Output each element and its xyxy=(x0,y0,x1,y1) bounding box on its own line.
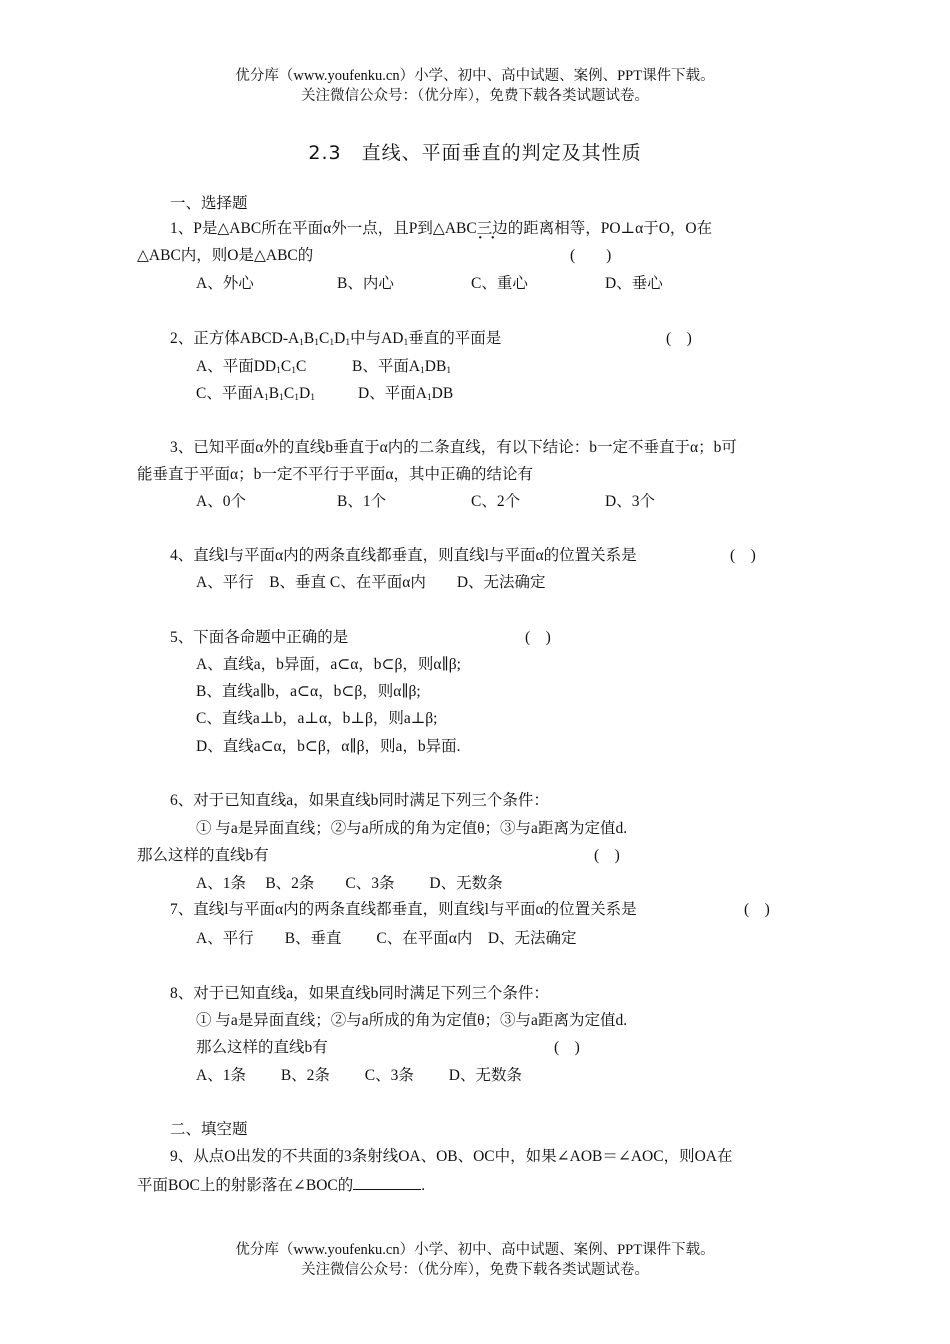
page-header-line-1: 优分库（www.youfenku.cn）小学、初中、高中试题、案例、PPT课件下载。 xyxy=(235,68,715,84)
q1-answer-paren: ( ) xyxy=(570,247,612,264)
q4-answer-paren: ( ) xyxy=(730,547,756,564)
q1-option-b: B、内心 xyxy=(337,275,394,292)
q6-conditions: ① 与a是异面直线；②与a所成的角为定值θ；③与a距离为定值d. xyxy=(196,820,628,837)
q1-emphasis: 三边 · · xyxy=(477,218,508,240)
q3-option-c: C、2个 xyxy=(471,493,521,510)
q8-answer-paren: ( ) xyxy=(554,1039,580,1056)
q6-answer-paren: ( ) xyxy=(594,847,620,864)
q7-options: A、平行 B、垂直 C、在平面α内 D、无法确定 xyxy=(196,930,577,947)
q2-option-a: A、平面$DD_1C_1C$ xyxy=(196,358,307,376)
q5-stem: 5、下面各命题中正确的是 xyxy=(170,629,349,646)
q3-line-2: 能垂直于平面α；b一定不平行于平面α，其中正确的结论有 xyxy=(137,466,533,483)
q6-options: A、1条 B、2条 C、3条 D、无数条 xyxy=(196,875,503,892)
page-title: 2.3 直线、平面垂直的判定及其性质 xyxy=(308,142,642,164)
q2-answer-paren: ( ) xyxy=(666,330,692,347)
q9-line-1: 9、从点O出发的不共面的3条射线OA、OB、OC中，如果∠AOB＝∠AOC，则OA在 xyxy=(170,1148,733,1165)
q7-answer-paren: ( ) xyxy=(744,901,770,918)
q3-line-1: 3、已知平面α外的直线b垂直于α内的二条直线，有以下结论：b一定不垂直于α；b可 xyxy=(170,439,737,456)
q1-line-2: △ABC内，则O是△ABC的 xyxy=(137,247,314,264)
q5-option-d: D、直线a⊂α，b⊂β，α∥β，则a，b异面. xyxy=(196,738,461,755)
q2-option-d: D、平面$A_1DB$ xyxy=(358,385,454,403)
section-heading-fill-blank: 二、填空题 xyxy=(170,1121,248,1138)
page-footer-line-2: 关注微信公众号：（优分库），免费下载各类试题试卷。 xyxy=(301,1262,649,1278)
q4-stem: 4、直线l与平面α内的两条直线都垂直，则直线l与平面α的位置关系是 xyxy=(170,547,637,564)
q1-line-1 xyxy=(170,218,712,240)
q2-stem: 2、正方体ABCD-$A_1B_1C_1D_1$中与$AD_1$垂直的平面是 xyxy=(170,330,502,348)
q2-option-b: B、平面$A_1DB_1$ xyxy=(352,358,452,376)
q9-answer-blank[interactable] xyxy=(353,1173,421,1190)
q5-option-a: A、直线a，b异面，a⊂α，b⊂β，则α∥β; xyxy=(196,656,461,673)
q4-options: A、平行 B、垂直 C、在平面α内 D、无法确定 xyxy=(196,574,546,591)
q3-option-d: D、3个 xyxy=(605,493,655,510)
q6-stem: 6、对于已知直线a，如果直线b同时满足下列三个条件： xyxy=(170,792,549,809)
q7-stem: 7、直线l与平面α内的两条直线都垂直，则直线l与平面α的位置关系是 xyxy=(170,901,637,918)
q1-option-a: A、外心 xyxy=(196,275,254,292)
q5-option-b: B、直线a∥b，a⊂α，b⊂β，则α∥β; xyxy=(196,683,421,700)
q2-option-c: C、平面$A_1B_1C_1D_1$ xyxy=(196,385,315,403)
q8-options: A、1条 B、2条 C、3条 D、无数条 xyxy=(196,1067,522,1084)
q5-option-c: C、直线a⊥b，a⊥α，b⊥β，则a⊥β; xyxy=(196,710,438,727)
q1-option-d: D、垂心 xyxy=(605,275,663,292)
page-footer-line-1: 优分库（www.youfenku.cn）小学、初中、高中试题、案例、PPT课件下载。 xyxy=(235,1242,715,1258)
q5-answer-paren: ( ) xyxy=(525,629,551,646)
q1-option-c: C、重心 xyxy=(471,275,528,292)
q9-text: 平面BOC上的射影落在∠BOC的 xyxy=(137,1177,354,1194)
q8-conditions: ① 与a是异面直线；②与a所成的角为定值θ；③与a距离为定值d. xyxy=(196,1012,628,1029)
q8-question: 那么这样的直线b有 xyxy=(196,1039,328,1056)
q1-text-a: 1、P是△ABC所在平面α外一点，且P到△ABC xyxy=(170,220,477,237)
q6-question: 那么这样的直线b有 xyxy=(137,847,269,864)
q1-text-b: 的距离相等，PO⊥α于O，O在 xyxy=(507,220,713,237)
page-header-line-2: 关注微信公众号：（优分库），免费下载各类试题试卷。 xyxy=(301,88,649,104)
q8-stem: 8、对于已知直线a，如果直线b同时满足下列三个条件： xyxy=(170,985,549,1002)
section-heading-choice: 一、选择题 xyxy=(170,195,248,212)
q9-line-2 xyxy=(137,1173,425,1197)
q9-period: . xyxy=(421,1177,426,1194)
q3-option-a: A、0个 xyxy=(196,493,246,510)
q3-option-b: B、1个 xyxy=(337,493,387,510)
